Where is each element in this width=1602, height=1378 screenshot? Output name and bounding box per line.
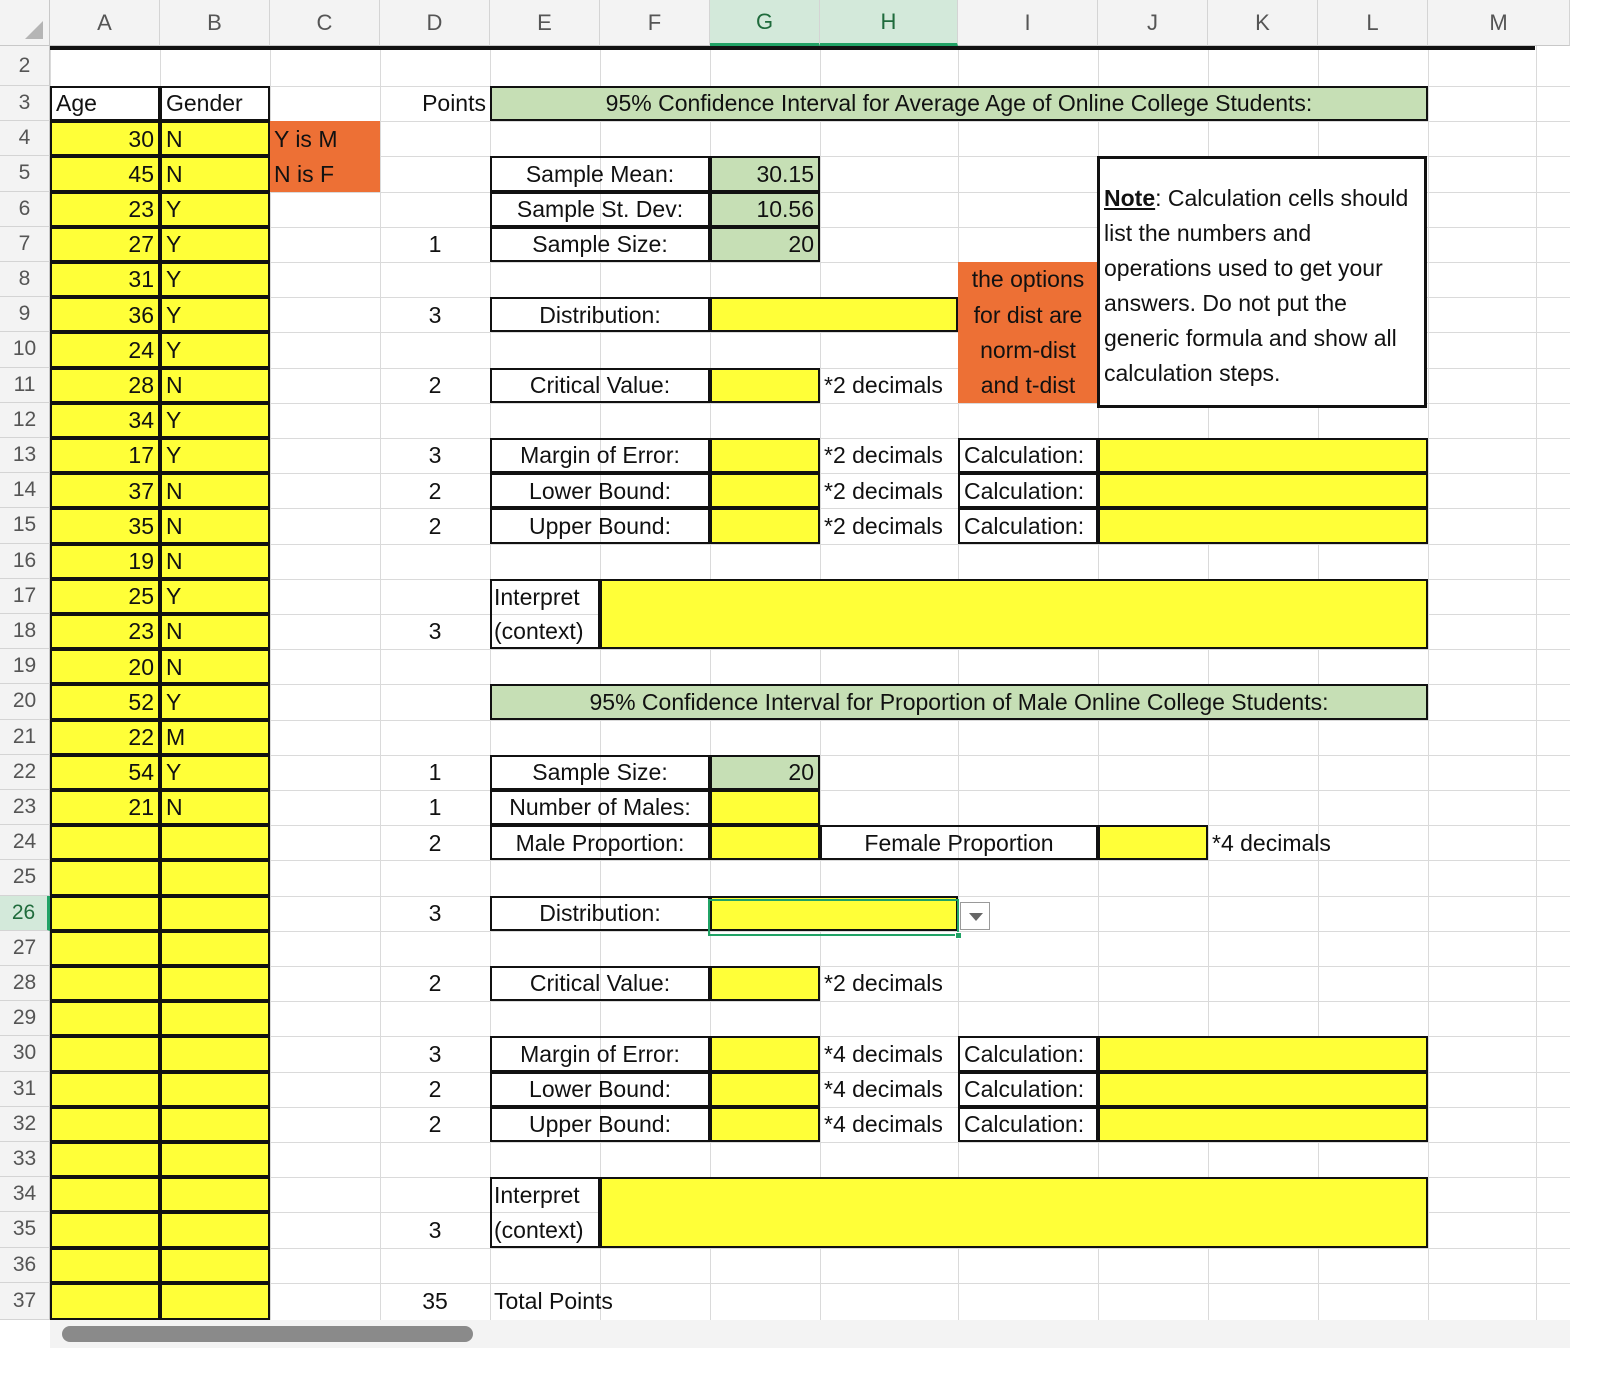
gridline	[1428, 46, 1429, 1346]
margin-input[interactable]	[710, 438, 820, 473]
upper-calculation-input[interactable]	[1098, 1107, 1428, 1142]
age-cell[interactable]: 23	[50, 614, 160, 649]
section2-title[interactable]: 95% Confidence Interval for Proportion of Male Online College Students:	[490, 684, 1428, 719]
points-cell[interactable]: 2	[428, 371, 442, 398]
total-points-label: Total Points	[494, 1288, 613, 1315]
column-header[interactable]: E	[490, 0, 600, 46]
column-header[interactable]: H	[820, 0, 958, 46]
critical-value-hint: *2 decimals	[824, 371, 943, 398]
points-cell[interactable]: 2	[428, 1075, 442, 1102]
points-header[interactable]: Points	[422, 90, 486, 117]
gridline	[50, 860, 1570, 861]
row-header[interactable]: 28	[0, 966, 50, 1001]
upper-bound-input[interactable]	[710, 508, 820, 543]
points-cell[interactable]: 2	[428, 1111, 442, 1138]
calculation-label: Calculation:	[958, 473, 1098, 508]
sample-size-value[interactable]: 20	[710, 227, 820, 262]
options-note-line: norm-dist	[958, 332, 1098, 367]
row-header[interactable]: 35	[0, 1212, 50, 1247]
sample-mean-value[interactable]: 30.15	[710, 156, 820, 191]
column-header[interactable]: G	[710, 0, 820, 46]
gender-cell[interactable]: Y	[160, 579, 270, 614]
gender-cell[interactable]	[160, 931, 270, 966]
gender-cell[interactable]: Y	[160, 403, 270, 438]
fill-handle[interactable]	[955, 932, 962, 939]
points-cell[interactable]: 35	[422, 1288, 448, 1315]
column-header[interactable]: L	[1318, 0, 1428, 46]
row-header[interactable]: 2	[0, 46, 50, 86]
age-cell[interactable]: 52	[50, 684, 160, 719]
note-line: calculation steps.	[1104, 360, 1281, 386]
row-header[interactable]: 17	[0, 579, 50, 614]
row-header[interactable]: 25	[0, 860, 50, 895]
lower-bound-input[interactable]	[710, 473, 820, 508]
margin-calculation-input[interactable]	[1098, 438, 1428, 473]
interpret-input[interactable]	[600, 579, 1428, 649]
column-header[interactable]: D	[380, 0, 490, 46]
age-cell[interactable]: 19	[50, 544, 160, 579]
age-cell[interactable]	[50, 1072, 160, 1107]
female-proportion-hint: *4 decimals	[1212, 829, 1331, 856]
note-line: operations used to get your	[1104, 255, 1383, 281]
row-header[interactable]: 34	[0, 1177, 50, 1212]
age-cell[interactable]: 45	[50, 156, 160, 191]
row-header[interactable]: 18	[0, 614, 50, 649]
horizontal-scrollbar-thumb[interactable]	[62, 1326, 473, 1342]
age-cell[interactable]: 54	[50, 755, 160, 790]
gender-cell[interactable]: N	[160, 121, 270, 156]
points-cell[interactable]: 3	[428, 899, 442, 926]
upper-calculation-input[interactable]	[1098, 508, 1428, 543]
upper-bound-hint: *4 decimals	[824, 1111, 943, 1138]
note-bold: Note	[1104, 185, 1156, 211]
options-note-line: for dist are	[958, 297, 1098, 332]
gender-cell[interactable]: M	[160, 720, 270, 755]
age-cell[interactable]: 25	[50, 579, 160, 614]
points-cell[interactable]: 3	[428, 618, 442, 645]
age-cell[interactable]: 28	[50, 368, 160, 403]
gender-cell[interactable]	[160, 966, 270, 1001]
gender-cell[interactable]: Y	[160, 332, 270, 367]
lower-bound-label[interactable]: Lower Bound:	[490, 473, 710, 508]
gridline	[50, 1001, 1570, 1002]
interpret-label-frame	[490, 1177, 600, 1247]
sample-size-label[interactable]: Sample Size:	[490, 227, 710, 262]
number-of-males-label[interactable]: Number of Males:	[490, 790, 710, 825]
calculation-label: Calculation:	[958, 1107, 1098, 1142]
distribution-label[interactable]: Distribution:	[490, 896, 710, 931]
gender-cell[interactable]	[160, 1001, 270, 1036]
row-header[interactable]: 20	[0, 684, 50, 719]
column-header[interactable]: J	[1098, 0, 1208, 46]
gender-cell[interactable]: Y	[160, 297, 270, 332]
row-header[interactable]: 30	[0, 1036, 50, 1071]
sample-size-label[interactable]: Sample Size:	[490, 755, 710, 790]
lower-calculation-input[interactable]	[1098, 1072, 1428, 1107]
age-cell[interactable]	[50, 860, 160, 895]
column-header[interactable]: A	[50, 0, 160, 46]
age-cell[interactable]	[50, 1036, 160, 1071]
points-cell[interactable]: 2	[428, 477, 442, 504]
gender-cell[interactable]	[160, 1248, 270, 1283]
critical-value-label[interactable]: Critical Value:	[490, 368, 710, 403]
interpret-label: (context)	[494, 618, 584, 645]
select-all-corner[interactable]	[0, 0, 50, 46]
gender-cell[interactable]: N	[160, 473, 270, 508]
critical-value-label[interactable]: Critical Value:	[490, 966, 710, 1001]
age-cell[interactable]: 37	[50, 473, 160, 508]
row-header[interactable]: 26	[0, 896, 50, 931]
note-line: generic formula and show all	[1104, 325, 1397, 351]
row-header[interactable]: 36	[0, 1248, 50, 1283]
gender-cell[interactable]: Y	[160, 262, 270, 297]
age-cell[interactable]: 20	[50, 649, 160, 684]
calculation-label: Calculation:	[958, 1036, 1098, 1071]
row-header[interactable]: 12	[0, 403, 50, 438]
interpret-label: Interpret	[494, 1181, 580, 1208]
gender-cell[interactable]	[160, 1177, 270, 1212]
gridline	[50, 1248, 1570, 1249]
number-of-males-input[interactable]	[710, 790, 820, 825]
gender-cell[interactable]: N	[160, 156, 270, 191]
row-header[interactable]: 10	[0, 332, 50, 367]
margin-input[interactable]	[710, 1036, 820, 1071]
age-cell[interactable]	[50, 1283, 160, 1320]
margin-calculation-input[interactable]	[1098, 1036, 1428, 1071]
row-header[interactable]: 8	[0, 262, 50, 297]
lower-bound-label[interactable]: Lower Bound:	[490, 1072, 710, 1107]
interpret-label: (context)	[494, 1216, 584, 1243]
gender-cell[interactable]: N	[160, 544, 270, 579]
dropdown-button[interactable]	[960, 902, 990, 930]
gender-cell[interactable]: Y	[160, 438, 270, 473]
gender-cell[interactable]: Y	[160, 755, 270, 790]
points-cell[interactable]: 2	[428, 512, 442, 539]
interpret-label-frame	[490, 579, 600, 649]
points-cell[interactable]: 2	[428, 970, 442, 997]
interpret-input[interactable]	[600, 1177, 1428, 1247]
legend-y[interactable]: Y is M	[270, 121, 380, 156]
age-cell[interactable]: 30	[50, 121, 160, 156]
age-cell[interactable]	[50, 1212, 160, 1247]
points-cell[interactable]: 3	[428, 301, 442, 328]
column-header[interactable]: C	[270, 0, 380, 46]
age-cell[interactable]	[50, 1001, 160, 1036]
column-header[interactable]: I	[958, 0, 1098, 46]
gender-cell[interactable]	[160, 860, 270, 895]
points-cell[interactable]: 3	[428, 1216, 442, 1243]
points-cell[interactable]: 3	[428, 442, 442, 469]
margin-hint: *4 decimals	[824, 1040, 943, 1067]
row-header[interactable]: 22	[0, 755, 50, 790]
row-header[interactable]: 3	[0, 86, 50, 121]
gender-cell[interactable]: Y	[160, 192, 270, 227]
row-header[interactable]: 32	[0, 1107, 50, 1142]
gridline	[50, 544, 1570, 545]
age-cell[interactable]	[50, 931, 160, 966]
note-line: list the numbers and	[1104, 220, 1312, 246]
gridline	[50, 720, 1570, 721]
gender-cell[interactable]: N	[160, 649, 270, 684]
interpret-label: Interpret	[490, 579, 600, 614]
age-cell[interactable]: 34	[50, 403, 160, 438]
gender-cell[interactable]: Y	[160, 684, 270, 719]
row-header[interactable]: 13	[0, 438, 50, 473]
column-header[interactable]: K	[1208, 0, 1318, 46]
age-cell[interactable]: 24	[50, 332, 160, 367]
gridline	[270, 46, 271, 1346]
frozen-pane-divider	[50, 46, 1535, 50]
row-header[interactable]: 29	[0, 1001, 50, 1036]
points-cell[interactable]: 1	[428, 231, 442, 258]
sample-sd-value[interactable]: 10.56	[710, 192, 820, 227]
margin-label[interactable]: Margin of Error:	[490, 438, 710, 473]
row-header[interactable]: 31	[0, 1072, 50, 1107]
gender-cell[interactable]	[160, 1036, 270, 1071]
column-header[interactable]: M	[1428, 0, 1570, 46]
distribution-input[interactable]	[710, 297, 958, 332]
age-cell[interactable]	[50, 966, 160, 1001]
age-cell[interactable]: 27	[50, 227, 160, 262]
row-header[interactable]: 15	[0, 508, 50, 543]
calculation-label: Calculation:	[958, 1072, 1098, 1107]
gender-cell[interactable]	[160, 1107, 270, 1142]
age-cell[interactable]	[50, 1107, 160, 1142]
female-proportion-input[interactable]	[1098, 825, 1208, 860]
column-header[interactable]: B	[160, 0, 270, 46]
age-header[interactable]: Age	[50, 86, 160, 121]
row-header[interactable]: 27	[0, 931, 50, 966]
margin-hint: *2 decimals	[824, 442, 943, 469]
calculation-label: Calculation:	[958, 508, 1098, 543]
row-header[interactable]: 37	[0, 1283, 50, 1320]
upper-bound-label[interactable]: Upper Bound:	[490, 508, 710, 543]
age-cell[interactable]: 36	[50, 297, 160, 332]
age-cell[interactable]	[50, 1142, 160, 1177]
row-header[interactable]: 23	[0, 790, 50, 825]
points-cell[interactable]: 1	[428, 759, 442, 786]
age-cell[interactable]: 17	[50, 438, 160, 473]
chevron-down-icon	[969, 913, 983, 921]
gridline	[50, 1142, 1570, 1143]
age-cell[interactable]: 22	[50, 720, 160, 755]
age-cell[interactable]	[50, 825, 160, 860]
lower-bound-input[interactable]	[710, 1072, 820, 1107]
gender-cell[interactable]: N	[160, 508, 270, 543]
critical-value-hint: *2 decimals	[824, 970, 943, 997]
row-header[interactable]: 24	[0, 825, 50, 860]
age-cell[interactable]: 21	[50, 790, 160, 825]
lower-bound-hint: *2 decimals	[824, 477, 943, 504]
margin-label[interactable]: Margin of Error:	[490, 1036, 710, 1071]
options-note-line: the options	[958, 262, 1098, 297]
row-header[interactable]: 9	[0, 297, 50, 332]
age-cell[interactable]	[50, 1248, 160, 1283]
upper-bound-hint: *2 decimals	[824, 512, 943, 539]
age-cell[interactable]: 35	[50, 508, 160, 543]
gender-cell[interactable]	[160, 1142, 270, 1177]
upper-bound-label[interactable]: Upper Bound:	[490, 1107, 710, 1142]
critical-value-input[interactable]	[710, 966, 820, 1001]
gender-cell[interactable]	[160, 896, 270, 931]
column-header[interactable]: F	[600, 0, 710, 46]
note-box	[1097, 156, 1427, 408]
row-header[interactable]: 21	[0, 720, 50, 755]
active-cell-selection[interactable]	[708, 899, 959, 936]
gender-cell[interactable]: N	[160, 614, 270, 649]
age-cell[interactable]	[50, 896, 160, 931]
male-proportion-label[interactable]: Male Proportion:	[490, 825, 710, 860]
gender-cell[interactable]: N	[160, 368, 270, 403]
sample-mean-label[interactable]: Sample Mean:	[490, 156, 710, 191]
distribution-label[interactable]: Distribution:	[490, 297, 710, 332]
gender-cell[interactable]	[160, 1072, 270, 1107]
gender-cell[interactable]	[160, 1283, 270, 1320]
row-header[interactable]: 14	[0, 473, 50, 508]
points-cell[interactable]: 3	[428, 1040, 442, 1067]
male-proportion-input[interactable]	[710, 825, 820, 860]
row-header[interactable]: 11	[0, 368, 50, 403]
gender-cell[interactable]: Y	[160, 227, 270, 262]
row-header[interactable]: 19	[0, 649, 50, 684]
gender-cell[interactable]	[160, 1212, 270, 1247]
age-cell[interactable]: 31	[50, 262, 160, 297]
row-header[interactable]: 4	[0, 121, 50, 156]
gender-cell[interactable]	[160, 825, 270, 860]
note-line: answers. Do not put the	[1104, 290, 1347, 316]
critical-value-input[interactable]	[710, 368, 820, 403]
gender-header[interactable]: Gender	[160, 86, 270, 121]
gender-cell[interactable]: N	[160, 790, 270, 825]
lower-bound-hint: *4 decimals	[824, 1075, 943, 1102]
gridline	[1536, 46, 1537, 1346]
female-proportion-label[interactable]: Female Proportion	[820, 825, 1098, 860]
row-header[interactable]: 16	[0, 544, 50, 579]
points-cell[interactable]: 1	[428, 794, 442, 821]
age-cell[interactable]	[50, 1177, 160, 1212]
sample-size-value[interactable]: 20	[710, 755, 820, 790]
options-note-line: and t-dist	[958, 368, 1098, 403]
calculation-label: Calculation:	[958, 438, 1098, 473]
gridline	[50, 1283, 1570, 1284]
row-header[interactable]: 5	[0, 156, 50, 191]
legend-n[interactable]: N is F	[270, 156, 380, 191]
sample-sd-label[interactable]: Sample St. Dev:	[490, 192, 710, 227]
points-cell[interactable]: 2	[428, 829, 442, 856]
age-cell[interactable]: 23	[50, 192, 160, 227]
note-line: : Calculation cells should	[1155, 185, 1409, 211]
row-header[interactable]: 33	[0, 1142, 50, 1177]
row-header[interactable]: 7	[0, 227, 50, 262]
gridline	[50, 649, 1570, 650]
upper-bound-input[interactable]	[710, 1107, 820, 1142]
row-header[interactable]: 6	[0, 192, 50, 227]
section1-title[interactable]: 95% Confidence Interval for Average Age of Online College Students:	[490, 86, 1428, 121]
lower-calculation-input[interactable]	[1098, 473, 1428, 508]
